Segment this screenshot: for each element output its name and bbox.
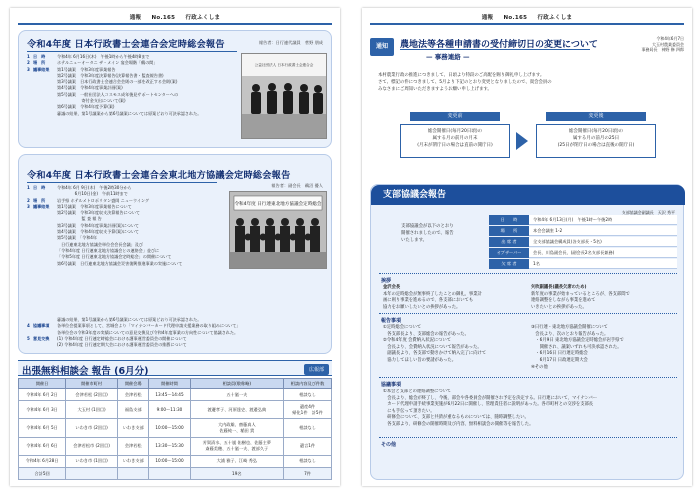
row-text: 第2号議案 令和3年度決算報告(決算報告書・監査報告書) — [57, 72, 164, 78]
info-key: 出 席 者 — [489, 237, 529, 247]
table-cell: 相談なし — [284, 389, 332, 401]
after-line: 属する月の前月の25日 — [572, 136, 620, 141]
article-body — [27, 54, 235, 117]
info-row — [489, 259, 677, 269]
table-cell: いわき支部 — [118, 455, 149, 467]
left-page — [10, 8, 340, 486]
notice-subtitle: — 事務連絡 — — [426, 53, 470, 61]
article-title: 令和4年度 日本行政書士会連合会定時総会報告 — [27, 39, 225, 50]
row-number: 2 — [27, 197, 30, 203]
info-row — [489, 226, 677, 236]
row-text: 岩手県 ホテルメトロポリタン盛岡 ニューウイング — [57, 197, 150, 203]
row-text: 第3号議案 令和4年度事業計画(案)について — [57, 222, 140, 228]
other-heading: その他 — [381, 442, 397, 448]
branch-reporter: 支部協議会副議長 天沢 秀平 — [621, 210, 675, 215]
header-issue: No.165 — [503, 15, 528, 21]
list-line: ①定時総会について — [383, 325, 422, 330]
after-line: 総会開催日(毎月20日頃)の — [568, 129, 624, 134]
list-line: にも手伝って頂きたい。 — [383, 408, 435, 414]
row-text: 第6号議案 令和4年度予算(案) — [57, 104, 115, 110]
table-header: 開催会場 — [118, 379, 149, 389]
info-value: 本会会議室 1-2 — [529, 226, 677, 236]
table-cell: 10:00〜15:00 — [149, 419, 190, 437]
row-number: 3 — [27, 66, 30, 72]
table-cell: 令和4年 6月 2日 — [19, 389, 66, 401]
info-key: 欠 席 者 — [489, 259, 529, 269]
table-cell: 令和4年 6月 5日 — [19, 419, 66, 437]
row-number: 5 — [27, 335, 30, 341]
table-row — [19, 401, 332, 419]
table-cell: 令和4年 6月 6日 — [19, 437, 66, 455]
branch-title: 支部協議会報告 — [383, 190, 447, 200]
table-cell: 13:30〜15:30 — [149, 437, 190, 455]
row-label: 意見交換 — [33, 335, 50, 341]
table-cell: 9:00〜11:30 — [149, 401, 190, 419]
row-text: 第5号議案 一般社団法人コスモス成年後見サポートセンターへの — [57, 91, 179, 97]
list-line: 会長より、次のとおり報告があった。 — [531, 331, 609, 337]
table-cell: 会津若松市 (2回目) — [66, 437, 118, 455]
after-label: 変更後 — [546, 112, 646, 121]
table-cell: 渡邊孝子、河原達史、渡邉弘典 — [190, 401, 284, 419]
table-cell: 令和4年 6月 3日 — [19, 401, 66, 419]
table-cell: いわき市 (1回目) — [66, 455, 118, 467]
row-text: 監 査 報 告 — [57, 216, 102, 222]
greeting-vice-chair — [531, 285, 679, 311]
table-title: 出張無料相談会 報告 (6月分) — [22, 366, 149, 377]
list-line: 各支部長より、支部総会の報告があった。 — [383, 331, 469, 337]
notice-line: みなさまにご周知いただきますようお願い申し上げます。 — [378, 87, 492, 92]
row-text: 6月10日(金) 午前11時まで — [57, 191, 128, 197]
notice-from: 大玉村農業委員会 — [652, 41, 684, 47]
report-items-left — [383, 325, 523, 365]
table-header: 相談員(敬称略) — [190, 379, 284, 389]
info-key: 日 時 — [489, 215, 529, 225]
row-label: 日 時 — [33, 185, 46, 190]
row-text: 「令和4年度 日行連東北地方協議会との連絡会」並びに — [57, 247, 160, 253]
row-label: 場 所 — [33, 60, 46, 66]
article-general-meeting — [18, 30, 332, 148]
table-row — [19, 455, 332, 467]
row-text: 各単位会の令和3年度の実績についての意見交換及び令和4年度事業の方向性について協議された。 — [57, 329, 239, 335]
meeting-info-table — [489, 215, 677, 270]
greeting-line: 協力をお願いしたいとの挨拶があった。 — [383, 304, 461, 310]
page-header — [370, 8, 684, 25]
after-line: (25日が閉庁日の場合は直後の開庁日) — [557, 143, 635, 148]
table-cell: 13:45〜14:45 — [149, 389, 190, 401]
info-value: 1名 — [529, 259, 677, 269]
list-line: 各支部より、研修会の開催時期及び内容、無料相談会の開催等を報告した。 — [383, 421, 534, 427]
consult-items — [383, 389, 679, 429]
list-line: カード代理申請手続事業実施が6月22日に開催し、管理責任者に説明があった。各市町村との交渉を支部長 — [383, 402, 594, 408]
info-value: 令和4年 6月13日(月) 午後1時〜午後2時 — [529, 215, 677, 225]
table-cell: 会津若松 (2回目) — [66, 389, 118, 401]
report-heading: 報告事項 — [381, 318, 402, 324]
list-line: ②令和4年度 会費納入状況について — [383, 338, 452, 344]
table-cell: いわき市 (2回目) — [66, 419, 118, 437]
table-cell: 10:00〜15:00 — [149, 455, 190, 467]
list-line: 協力してほしい旨の要請があった。 — [383, 357, 457, 363]
row-label: 議事結果 — [33, 66, 50, 72]
table-header: 開催日 — [19, 379, 66, 389]
greeting-line: 本年の定時総会が無事終了したことの御礼、事業計 — [383, 291, 482, 297]
row-number: 4 — [27, 323, 30, 329]
photo-banner: 令和4年度 日行連東北地方協議会定時総会 — [234, 202, 322, 207]
table-cell: 相談なし — [284, 455, 332, 467]
after-box — [536, 124, 656, 158]
article-body — [27, 185, 223, 267]
branch-report-section — [370, 184, 684, 480]
row-number: 2 — [27, 60, 30, 66]
notice-line: さて、標記の件につきまして、5月より下記のとおり変更となりましたので、貴会会員の — [378, 80, 552, 85]
notice-date: 令和4年6月7日 — [656, 36, 684, 41]
before-line: (月末が閉庁日の場合は直前の開庁日) — [417, 143, 493, 148]
greeting-line: 画に則り事業を進めるので、各支部においても — [383, 298, 474, 304]
row-text: ホテルニューオータニ ザ・メイン 宴会場階「鶴の間」 — [57, 60, 158, 66]
row-text: 第2号議案 令和3年度収支決算報告について — [57, 210, 140, 216]
branch-intro — [401, 223, 491, 244]
list-line: ・6月9日 東北地方協議会定時総会が岩手県で — [531, 338, 624, 344]
greeting-president — [383, 285, 523, 311]
before-label: 変更前 — [410, 112, 500, 121]
table-total-row — [19, 467, 332, 479]
table-cell: 大内政雄、齋藤真人 佐藤純一、稲田 貴 — [190, 419, 284, 437]
notice-from-person: 事務局長 神野 修 四郎 — [641, 47, 684, 53]
table-total-cell — [149, 467, 190, 479]
header-issue: No.165 — [151, 15, 176, 21]
meeting-photo — [229, 191, 327, 269]
table-cell: 芳賀清水、五十嵐 佑樹也、佐藤主夢 斎藤美穂、五十嵐一夫、渡部久子 — [190, 437, 284, 455]
before-box — [400, 124, 510, 158]
meeting-photo — [241, 53, 327, 139]
intro-line: 開催されましたので、報告 — [401, 231, 454, 236]
list-line: 開催され、議案いずれも可決承認された。 — [531, 344, 622, 350]
list-line: 6月17日 日政連定期大会 — [531, 357, 588, 363]
info-row — [489, 215, 677, 225]
header-name: 通報 — [129, 15, 142, 21]
article-row — [27, 261, 223, 267]
info-key: オブザーバー — [489, 248, 529, 258]
article-title: 令和4年度 日本行政書士会連合会東北地方協議会定時総会報告 — [27, 170, 291, 181]
row-text: 令和4年 6月 9日(木) 午後2時30分から — [57, 185, 132, 190]
row-text: 第1号議案 令和3年度事業報告について — [57, 203, 132, 209]
list-line: 会長より、会費納入状況について報告があった。 — [383, 344, 482, 350]
consult-heading: 協議事項 — [381, 382, 402, 388]
list-line: 副議長より、各支部で動きかけて納入完了に向けて — [383, 351, 487, 357]
row-label: 協議事項 — [33, 323, 50, 329]
greeting-title: 金沢会長 — [383, 285, 401, 290]
row-text: 審議の結果、第1号議案から第6号議案については原案どおり可決承認された。 — [57, 110, 202, 116]
row-text: 第5号議案 「令和4年 — [57, 235, 98, 241]
notice-body — [378, 72, 678, 93]
table-cell: 遺産4件 帰化1件 計5件 — [284, 401, 332, 419]
row-label: 日 時 — [33, 54, 46, 59]
article-row — [27, 342, 327, 348]
table-row — [19, 419, 332, 437]
right-page — [362, 8, 692, 486]
table-cell: 相談なし — [284, 419, 332, 437]
info-row — [489, 248, 677, 258]
row-text: 各単位会提案事項として、宮城会より「マイナンバーカード代理申請支援業務の取り組みについて」 — [57, 323, 241, 329]
greeting-line: 新年度の事業が始まっているところが、各支部間で — [531, 291, 630, 297]
table-cell: 会津若松 — [118, 437, 149, 455]
info-key: 場 所 — [489, 226, 529, 236]
table-cell: 令和4年 6月28日 — [19, 455, 66, 467]
notice-line: 本村農業行政の推進につきまして、日頃より特段のご高配を賜り御礼申し上げます。 — [378, 73, 545, 78]
list-line: ④その他 — [531, 364, 548, 370]
table-cell: 遺言1件 — [284, 437, 332, 455]
greeting-line: いきたいとの挨拶があった。 — [531, 304, 587, 310]
table-header: 開催時間 — [149, 379, 190, 389]
dept-badge: 広報部 — [304, 364, 329, 375]
article-reporter: 報告者：日行連代議員 菅野 朋成 — [258, 40, 323, 45]
row-text: (2) 令和4年度 日行連定期大会における護事運営委員会の推薦について — [57, 342, 187, 348]
list-line: 会長より、総会が終了し、今後、部会や各委員会が開催され予定を決定する。日行連において、マイナンバー — [383, 395, 598, 401]
table-total-cell — [118, 467, 149, 479]
notice-sender — [641, 36, 684, 53]
article-reporter: 報告者：副会長 鵜沼 優人 — [271, 183, 323, 188]
row-label: 場 所 — [33, 197, 46, 203]
list-line: ③日行連・東北地方協議会開催について — [531, 325, 608, 330]
article-body-continued — [27, 317, 327, 348]
table-cell: いわき支部 — [118, 419, 149, 437]
greeting-heading: 挨拶 — [381, 278, 392, 284]
row-text: 寄付金支出について(案) — [57, 98, 126, 104]
table-total-cell: 7件 — [284, 467, 332, 479]
row-number: 3 — [27, 203, 30, 209]
header-title: 行政ふくしま — [537, 15, 573, 21]
list-line: ・6月16日 日行連定時総会 — [531, 351, 588, 357]
info-value: 全支部協議会構成員(各支部長・5名) — [529, 237, 677, 247]
row-text: 第1号議案 令和3年度事業報告 — [57, 66, 116, 72]
photo-caption: 公益社団法人 日本行政書士会連合会 — [254, 63, 314, 67]
row-number: 1 — [27, 54, 30, 59]
table-header: 相談内容及び件数 — [284, 379, 332, 389]
row-text: 審議の結果、第1号議案から第6号議案については原案どおり可決承認された。 — [57, 317, 202, 322]
consultation-section — [18, 360, 332, 480]
arrow-right-icon — [516, 132, 528, 150]
report-items-right — [531, 325, 679, 371]
table-total-cell — [66, 467, 118, 479]
row-text: 「令和5年度 日行連東北地方協議会定時総会」の開催について — [57, 254, 172, 260]
row-text: 第6号議案 日行連東北地方協議会災害復興推進事業の実施について — [57, 260, 183, 266]
header-title: 行政ふくしま — [185, 15, 221, 21]
row-text: (1) 令和4年度 日行連定時総会における護事運営委員会の開催について — [57, 335, 187, 341]
info-value: 会長、川島副会長、(副会長2名支部長兼務) — [529, 248, 677, 258]
article-row — [27, 111, 235, 117]
greeting-title: 矢吹副議長(議長欠席のため) — [531, 285, 587, 290]
row-text: 第4号議案 令和4年度収支予算(案)について — [57, 229, 140, 235]
table-total-cell: 合計5回 — [19, 467, 66, 479]
notice-section — [370, 32, 684, 182]
intro-line: 支部協議会が以下のとおり — [401, 224, 454, 229]
list-line: ①本会と支部との連絡調整について — [383, 389, 452, 394]
header-name: 通報 — [481, 15, 494, 21]
table-cell: 大浦 雅子、江崎 秀弘 — [190, 455, 284, 467]
consultation-table — [18, 378, 332, 480]
before-line: 属する月の前月の月末 — [432, 136, 478, 141]
table-header: 開催市町村 — [66, 379, 118, 389]
table-cell: 会津若松 — [118, 389, 149, 401]
notice-title: 農地法等各種申請書の受付締切日の変更について — [400, 40, 598, 50]
greeting-line: 連絡調整をしながら事業を進めて — [531, 298, 596, 304]
row-number: 1 — [27, 185, 30, 190]
page-header — [18, 8, 332, 25]
info-row — [489, 237, 677, 247]
article-tohoku-meeting — [18, 154, 332, 354]
row-text: 日行連東北地方協議会単位会会長会議」及び — [57, 241, 143, 247]
row-label: 議事結果 — [33, 203, 50, 209]
table-cell: 五十嵐一夫 — [190, 389, 284, 401]
notice-badge: 通知 — [370, 38, 394, 56]
table-total-cell: 19名 — [190, 467, 284, 479]
table-cell: 福島支部 — [118, 401, 149, 419]
table-row — [19, 437, 332, 455]
table-row — [19, 389, 332, 401]
intro-line: いたします。 — [401, 238, 427, 243]
list-line: 研修会について、支部と共済が重なるものについては、随時調整したい。 — [383, 415, 529, 421]
before-line: 総会開催日(毎月20日頃)の — [427, 129, 483, 134]
row-text: 第3号議案 日本行政書士会連合会会則の一部を改正する会則(案) — [57, 79, 178, 85]
table-cell: 大玉村 (1回目) — [66, 401, 118, 419]
row-text: 第4号議案 令和4年度事業計画(案) — [57, 85, 123, 91]
row-text: 令和4年 6月16日(木) 午後1時から午後4時8まで — [57, 54, 150, 59]
